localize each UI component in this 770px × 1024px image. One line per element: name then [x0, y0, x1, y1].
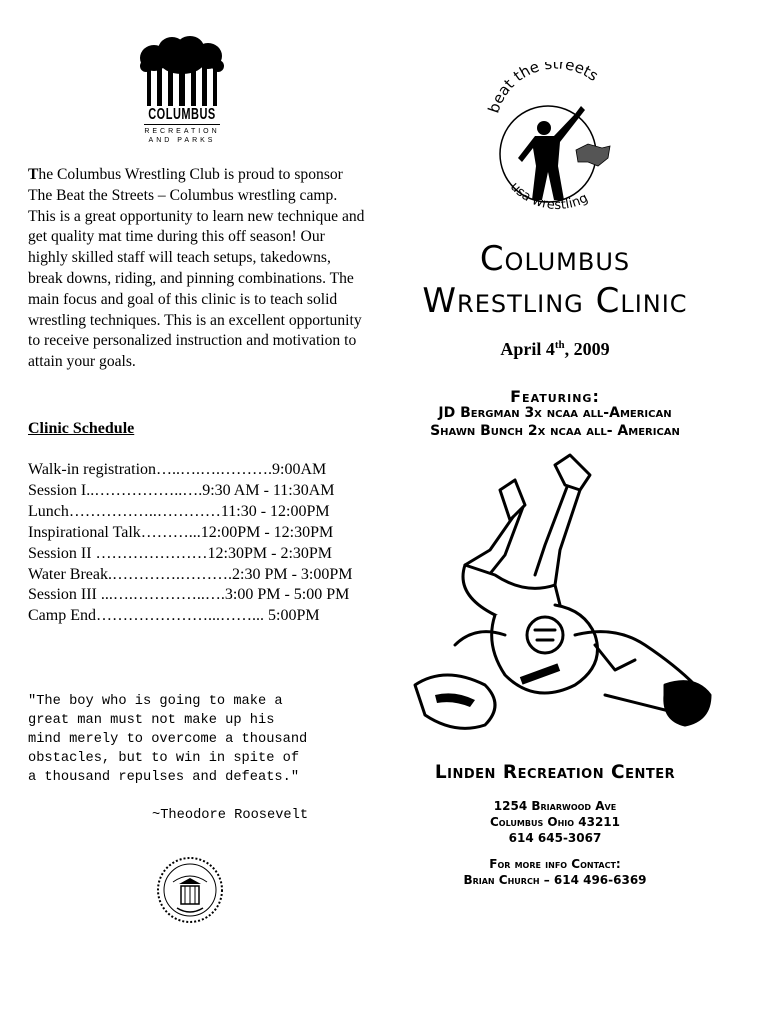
- venue-name: Linden Recreation Center: [434, 762, 676, 783]
- columbus-recreation-logo: [138, 36, 226, 145]
- wrestling-pin-icon: [395, 445, 715, 745]
- wrestler-silhouette-icon: [480, 62, 630, 212]
- schedule-row: Session III ...….…………..….3:00 PM - 5:00 PM: [28, 586, 350, 604]
- bts-top-text: beat the streets: [484, 62, 602, 116]
- event-title-line1: Columbus: [479, 239, 631, 279]
- date-prefix: April 4: [500, 339, 555, 359]
- svg-text:usa wrestling: [507, 179, 591, 212]
- event-title-line2: Wrestling Clinic: [422, 281, 688, 321]
- featuring-label: Featuring:: [510, 387, 600, 406]
- date-suffix-ordinal: th: [554, 339, 565, 351]
- intro-first-letter: T: [28, 166, 39, 183]
- intro-paragraph: [28, 165, 368, 373]
- address-line: Columbus Ohio 43211: [489, 815, 620, 829]
- schedule-row: Session I..……………..….9:30 AM - 11:30AM: [28, 481, 335, 499]
- event-title: [380, 238, 730, 322]
- event-date: [440, 339, 670, 360]
- intro-text: he Columbus Wrestling Club is proud to sponsor The Beat the Streets – Columbus wrestling camp. This is a great opportunity to learn new technique and get quality mat time during this off season! Our highly skilled staff will teach setups, takedowns, break downs, riding, and pinning combinations. The main focus and goal of this clinic is to teach solid wrestling techniques. This is an excellent opportunity to receive personalized instruction and motivation to attain your goals.: [28, 166, 365, 371]
- quote-author: ~Theodore Roosevelt: [152, 808, 309, 823]
- featured-wrestler: Shawn Bunch 2x ncaa all- American: [430, 423, 680, 439]
- logo-divider: [144, 124, 220, 125]
- phone-line: 614 645-3067: [508, 831, 602, 845]
- schedule-row: Camp End…………………...……... 5:00PM: [28, 607, 320, 625]
- schedule-row: Inspirational Talk………...12:00PM - 12:30PM: [28, 523, 334, 541]
- contact-info: [380, 856, 730, 888]
- beat-the-streets-logo: [480, 62, 630, 217]
- logo-subtitle-1: RECREATION: [144, 128, 220, 135]
- logo-subtitle-2: AND PARKS: [148, 137, 216, 144]
- featured-wrestler: JD Bergman 3x ncaa all-American: [438, 405, 672, 421]
- logo-name: COLUMBUS: [148, 106, 216, 124]
- seal-icon: [153, 852, 227, 928]
- contact-person: Brian Church – 614 496-6369: [463, 873, 647, 887]
- date-year: , 2009: [564, 339, 610, 359]
- columbus-ohio-seal: [153, 852, 227, 933]
- bts-bottom-text: usa wrestling: [506, 179, 591, 212]
- contact-label: For more info Contact:: [489, 857, 621, 871]
- schedule-row: Water Break.………….……….2:30 PM - 3:00PM: [28, 565, 353, 583]
- trees-icon: [138, 36, 226, 108]
- schedule-row: Walk-in registration…..….….……….9:00AM: [28, 461, 327, 478]
- schedule-list: [28, 460, 373, 627]
- schedule-title: Clinic Schedule: [28, 420, 135, 437]
- schedule-row: Session II …………………12:30PM - 2:30PM: [28, 544, 333, 562]
- address-line: 1254 Briarwood Ave: [493, 799, 617, 813]
- wrestlers-illustration: [395, 445, 715, 750]
- venue-address: [380, 798, 730, 846]
- quote-text: "The boy who is going to make a great man must not make up his mind merely to overcome a thousand obstacles, but to win in spite of a thousand repulses and defeats.": [28, 694, 308, 786]
- schedule-row: Lunch……………..…………11:30 - 12:00PM: [28, 502, 330, 520]
- svg-text:beat the streets: [485, 62, 602, 115]
